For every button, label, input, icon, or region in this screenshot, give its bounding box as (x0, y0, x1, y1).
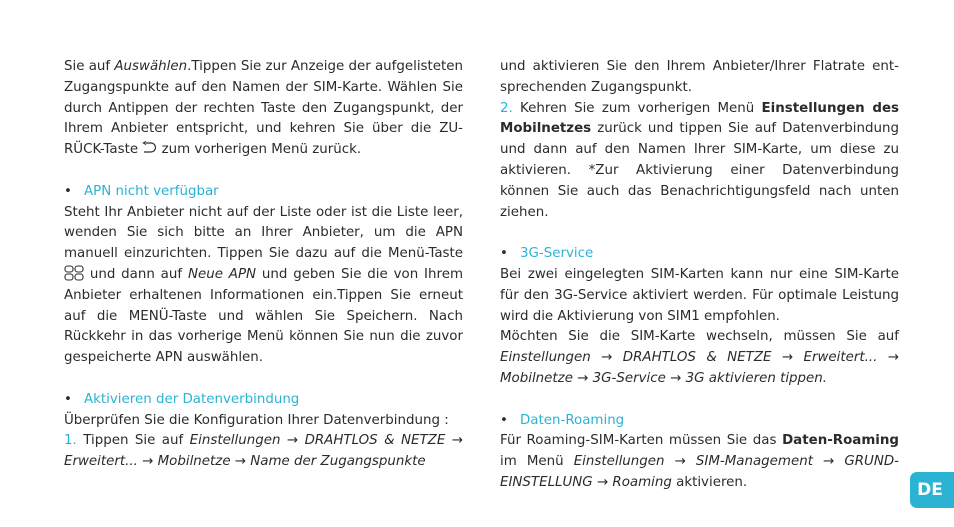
text: Kehren Sie zum vorherigen Menü (512, 100, 762, 116)
paragraph-3g-info (500, 265, 899, 327)
text: und dann auf (84, 266, 188, 282)
paragraph-continue (500, 57, 899, 99)
paragraph-step-2 (500, 99, 899, 224)
text-italic: Einstellungen → DRAHTLOS & NETZE → Erweitert... → Mobilnetze → Name der Zugangspunkte (64, 433, 463, 470)
text-italic: Einstellungen → SIM-Management → GRUND-EINSTELLUNG → Roaming (500, 454, 899, 490)
text: Für Roaming-SIM-Karten müssen Sie das (500, 433, 783, 449)
text: Tippen Sie auf (76, 433, 190, 449)
heading-apn-unavailable: • APN nicht verfügbar (64, 183, 219, 199)
heading-text: APN nicht verfügbar (84, 183, 219, 199)
heading-text: Aktivieren der Datenverbindung (84, 391, 300, 407)
text: im Menü (500, 454, 574, 470)
text-italic: Einstellungen → DRAHTLOS & NETZE → Erweitert... → Mobilnetze → 3G-Service → 3G aktivieren tippen. (500, 350, 899, 386)
heading-text: Daten-Roaming (520, 412, 625, 428)
heading-data-roaming: • Daten-Roaming (500, 412, 625, 428)
paragraph-step-1 (64, 431, 463, 473)
text: .Tippen Sie zur Anzeige der aufgelisteten Zugangspunkte auf den Namen der SIM-Karte. Wählen Sie durch Antippen der rechten Taste den Zugangspunkt, der Ihrem Anbieter entspricht, und kehren Sie über die ZU-RÜCK-Taste (64, 59, 463, 158)
heading-text: 3G-Service (520, 246, 594, 262)
text: Möchten Sie die SIM-Karte wechseln, müssen Sie auf (500, 329, 899, 345)
text: Sie auf (64, 59, 115, 74)
paragraph-roaming (500, 431, 899, 493)
text: und aktivieren Sie den Ihrem Anbieter/Ihrer Flatrate ent-sprechenden Zugangspunkt. (500, 59, 899, 95)
back-arrow-icon (142, 141, 157, 154)
text: zum vorherigen Menü zurück. (157, 142, 362, 158)
text-italic: Neue APN (187, 266, 257, 282)
paragraph-3g-switch (500, 327, 899, 389)
text: aktivieren. (671, 474, 748, 490)
text-bold: Einstellungen des Mobilnetzes (500, 100, 899, 137)
heading-3g-service: • 3G-Service (500, 246, 594, 262)
text-bold: Daten-Roaming (782, 433, 899, 449)
left-column (64, 57, 463, 473)
language-badge: DE (910, 472, 954, 508)
text: Überprüfen Sie die Konfiguration Ihrer Datenverbindung : (64, 412, 449, 428)
text: zurück und tippen Sie auf Datenverbindung und dann auf den Namen Ihrer SIM-Karte, um diese zu aktivieren. *Zur Aktivierung einer Datenverbindung können Sie auch das Benachrichtigungsfeld nach unten ziehen. (500, 121, 899, 220)
heading-activate-data: • Aktivieren der Datenverbindung (64, 391, 300, 407)
menu-grid-icon (64, 265, 84, 281)
paragraph-apn-select (64, 57, 463, 161)
text: Steht Ihr Anbieter nicht auf der Liste oder ist die Liste leer, wenden Sie sich bitte an Ihrer Anbieter, um die APN manuell einzurichten. Tippen Sie dazu auf die Menü-Taste (64, 204, 463, 262)
paragraph-apn-manual (64, 203, 463, 369)
text-italic: Auswählen (114, 59, 188, 74)
text: Bei zwei eingelegten SIM-Karten kann nur eine SIM-Karte für den 3G-Service aktiviert werden. Für optimale Leistung wird die Aktivierung von SIM1 empfohlen. (500, 266, 899, 324)
text: und geben Sie die von Ihrem Anbieter erhaltenen Informationen ein.Tippen Sie erneut auf die MENÜ-Taste und wählen Sie Speichern. Nach Rückkehr in das vorherige Menü können Sie nun die zuvor gespeicherte APN auswählen. (64, 266, 463, 366)
paragraph-data-intro (64, 411, 463, 432)
step-number: 1. (64, 433, 77, 449)
step-number: 2. (500, 100, 513, 116)
right-column (500, 57, 899, 494)
